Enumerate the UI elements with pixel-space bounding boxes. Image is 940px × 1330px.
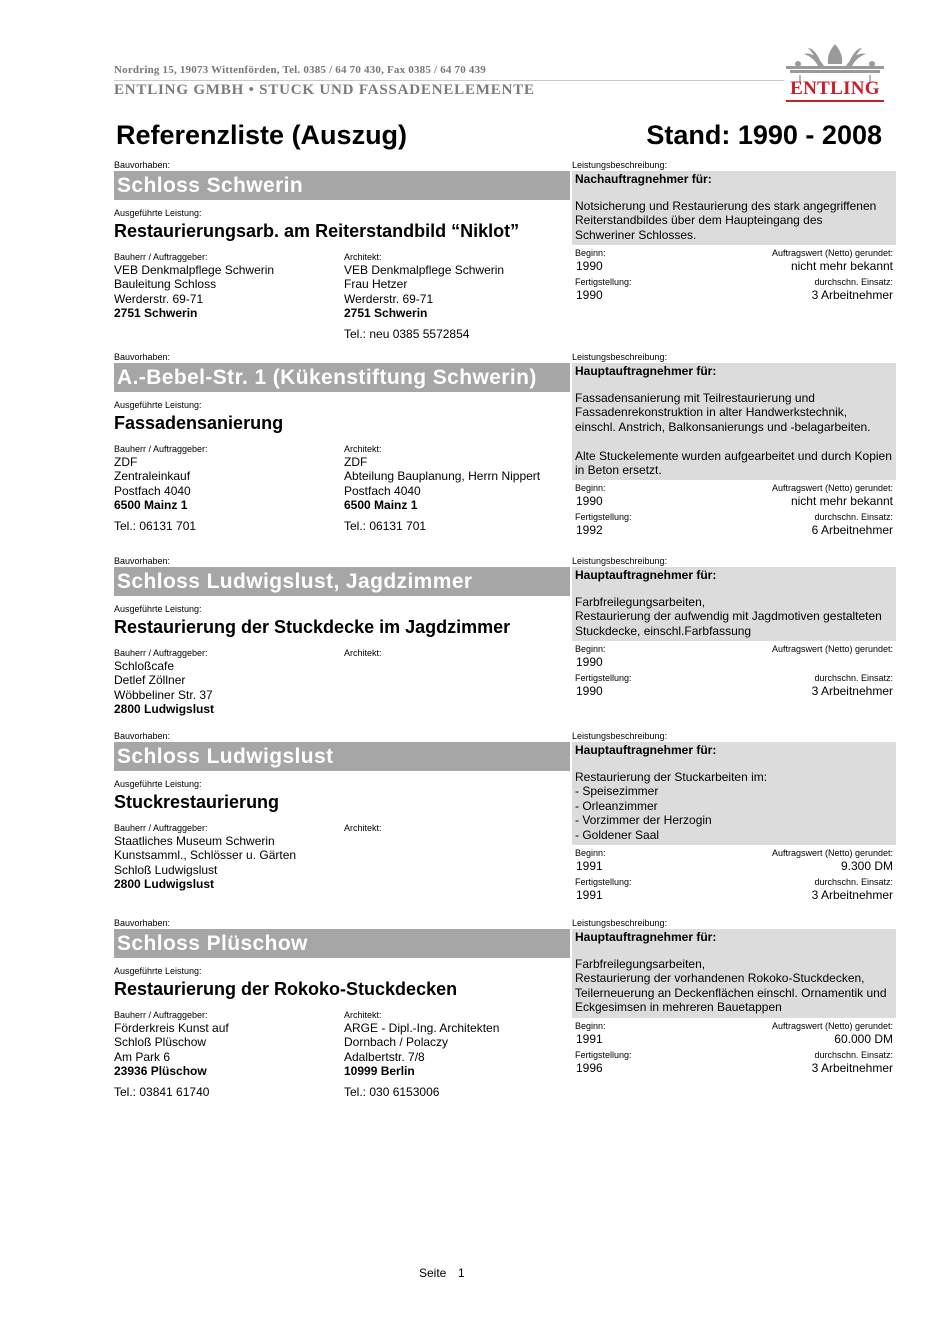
page-label: Seite xyxy=(419,1266,447,1280)
workers-label: durchschn. Einsatz: xyxy=(814,277,893,288)
workers-label: durchschn. Einsatz: xyxy=(814,673,893,684)
entling-logo xyxy=(780,42,890,104)
architect-line: Dornbach / Polaczy xyxy=(344,1035,449,1050)
description-text xyxy=(575,391,893,477)
client-line: Schloß Plüschow xyxy=(114,1035,207,1050)
description-line: - Goldener Saal xyxy=(575,827,660,842)
entry-description-column xyxy=(572,160,896,303)
client-address xyxy=(114,252,342,327)
begin-label: Beginn: xyxy=(575,644,606,655)
begin-labels xyxy=(572,245,896,259)
client-line: Schloß Ludwigslust xyxy=(114,862,218,877)
description-line: Reiterstandbildes über dem Haupteingang des xyxy=(575,213,823,228)
letterhead xyxy=(114,64,894,98)
page-number: 1 xyxy=(458,1266,465,1280)
service-title: Fassadensanierung xyxy=(114,413,284,433)
order-value-label: Auftragswert (Netto) gerundet: xyxy=(771,1020,893,1031)
client-address xyxy=(114,444,342,533)
project-name: Schloss Ludwigslust, Jagdzimmer xyxy=(114,567,570,596)
leistungsbeschreibung-label: Leistungsbeschreibung: xyxy=(572,352,668,362)
description-line: Farbfreilegungsarbeiten, xyxy=(575,595,706,609)
description-line: Farbfreilegungsarbeiten, xyxy=(575,957,706,971)
bauvorhaben-label: Bauvorhaben: xyxy=(114,556,171,566)
architect-address xyxy=(344,1010,572,1099)
description-text xyxy=(575,770,893,842)
service-title: Restaurierung der Stuckdecke im Jagdzimmer xyxy=(114,617,511,637)
description-text xyxy=(575,595,893,638)
architect-label: Architekt: xyxy=(344,252,382,262)
completion-labels xyxy=(572,509,896,523)
client-label: Bauherr / Auftraggeber: xyxy=(114,252,208,262)
contractor-role: Hauptauftragnehmer für: xyxy=(575,930,717,944)
completion-labels xyxy=(572,1047,896,1061)
architect-label: Architekt: xyxy=(344,444,382,454)
client-line: Wöbbeliner Str. 37 xyxy=(114,687,213,702)
completion-values xyxy=(572,288,896,303)
begin-label: Beginn: xyxy=(575,1020,606,1031)
order-value: nicht mehr bekannt xyxy=(790,259,893,274)
contractor-role: Hauptauftragnehmer für: xyxy=(575,568,717,582)
client-line: Bauleitung Schloss xyxy=(114,277,217,292)
begin-year: 1990 xyxy=(576,655,603,670)
leistungsbeschreibung-label: Leistungsbeschreibung: xyxy=(572,556,668,566)
client-city: 6500 Mainz 1 xyxy=(114,498,188,513)
begin-year: 1990 xyxy=(576,259,603,274)
client-line: Postfach 4040 xyxy=(114,483,191,498)
workers-count: 3 Arbeitnehmer xyxy=(811,1060,893,1075)
begin-label: Beginn: xyxy=(575,483,606,494)
architect-address xyxy=(344,648,572,665)
begin-label: Beginn: xyxy=(575,848,606,859)
workers-count: 3 Arbeitnehmer xyxy=(811,684,893,699)
completion-labels xyxy=(572,670,896,684)
entry-description-column xyxy=(572,352,896,538)
workers-label: durchschn. Einsatz: xyxy=(814,1049,893,1060)
architect-address xyxy=(344,444,572,533)
client-address xyxy=(114,823,342,898)
entry-project-column xyxy=(114,731,570,892)
order-value: nicht mehr bekannt xyxy=(790,494,893,509)
description-box xyxy=(572,929,896,1018)
entry-project-column xyxy=(114,556,570,717)
page-title: Referenzliste (Auszug) xyxy=(116,120,408,150)
architect-city: 2751 Schwerin xyxy=(344,306,428,321)
project-name: Schloss Schwerin xyxy=(114,171,570,200)
completion-label: Fertigstellung: xyxy=(575,512,632,523)
client-phone: Tel.: 06131 701 xyxy=(114,518,197,533)
architect-phone: Tel.: 030 6153006 xyxy=(344,1084,440,1099)
client-line: Zentraleinkauf xyxy=(114,469,191,484)
description-line: - Speisezimmer xyxy=(575,784,659,799)
description-line xyxy=(575,434,893,448)
description-box xyxy=(572,363,896,480)
completion-year: 1991 xyxy=(576,888,603,903)
client-label: Bauherr / Auftraggeber: xyxy=(114,444,208,454)
service-title: Restaurierungsarb. am Reiterstandbild “Niklot” xyxy=(114,221,520,241)
client-city: 2751 Schwerin xyxy=(114,306,198,321)
begin-year: 1991 xyxy=(576,1031,603,1046)
description-box xyxy=(572,171,896,245)
architect-label: Architekt: xyxy=(344,823,382,833)
completion-label: Fertigstellung: xyxy=(575,1049,632,1060)
logo-text: ENTLING xyxy=(790,78,880,99)
description-line: Schweriner Schlosses. xyxy=(575,227,697,242)
architect-line: Abteilung Bauplanung, Herrn Nippert xyxy=(344,469,541,484)
bauvorhaben-label: Bauvorhaben: xyxy=(114,160,171,170)
client-line: Staatliches Museum Schwerin xyxy=(114,834,275,848)
begin-year: 1991 xyxy=(576,859,603,874)
architect-line: VEB Denkmalpflege Schwerin xyxy=(344,263,505,277)
service-label: Ausgeführte Leistung: xyxy=(114,208,202,218)
begin-values xyxy=(572,859,896,874)
description-line: Restaurierung der aufwendig mit Jagdmotiven gestalteten xyxy=(575,609,882,624)
description-line: Eckgesimsen in mehreren Bauetappen xyxy=(575,1000,782,1015)
description-line: Stuckdecke, einschl.Farbfassung xyxy=(575,623,752,638)
client-address xyxy=(114,648,342,723)
client-line: Am Park 6 xyxy=(114,1049,171,1064)
page-date-range: Stand: 1990 - 2008 xyxy=(646,120,882,150)
service-label: Ausgeführte Leistung: xyxy=(114,400,202,410)
client-line: Förderkreis Kunst auf xyxy=(114,1021,229,1035)
completion-labels xyxy=(572,274,896,288)
architect-label: Architekt: xyxy=(344,1010,382,1020)
entry-project-column xyxy=(114,160,570,341)
begin-values xyxy=(572,1032,896,1047)
client-label: Bauherr / Auftraggeber: xyxy=(114,648,208,658)
service-title: Stuckrestaurierung xyxy=(114,792,280,812)
architect-line: Adalbertstr. 7/8 xyxy=(344,1049,425,1064)
contractor-role: Hauptauftragnehmer für: xyxy=(575,364,717,378)
client-address xyxy=(114,1010,342,1099)
leistungsbeschreibung-label: Leistungsbeschreibung: xyxy=(572,731,668,741)
bauvorhaben-label: Bauvorhaben: xyxy=(114,918,171,928)
architect-line: Werderstr. 69-71 xyxy=(344,291,434,306)
service-label: Ausgeführte Leistung: xyxy=(114,779,202,789)
completion-values xyxy=(572,888,896,903)
entry-description-column xyxy=(572,556,896,699)
workers-count: 3 Arbeitnehmer xyxy=(811,888,893,903)
begin-label: Beginn: xyxy=(575,248,606,259)
begin-labels xyxy=(572,1018,896,1032)
description-line: Teilerneuerung an Deckenflächen einschl. Ornamentik und xyxy=(575,985,887,1000)
client-label: Bauherr / Auftraggeber: xyxy=(114,1010,208,1020)
completion-labels xyxy=(572,874,896,888)
letterhead-divider xyxy=(114,80,784,81)
entry-description-column xyxy=(572,918,896,1076)
company-name: ENTLING GMBH • STUCK UND FASSADENELEMENTE xyxy=(114,82,535,98)
architect-phone: Tel.: neu 0385 5572854 xyxy=(344,326,470,341)
architect-line: ZDF xyxy=(344,455,368,469)
leistungsbeschreibung-label: Leistungsbeschreibung: xyxy=(572,918,668,928)
description-line: Restaurierung der vorhandenen Rokoko-Stuckdecken, xyxy=(575,971,865,986)
logo-underline xyxy=(786,100,884,102)
begin-labels xyxy=(572,480,896,494)
logo-ornament-icon xyxy=(780,42,890,82)
architect-city: 6500 Mainz 1 xyxy=(344,498,418,513)
description-line: Fassadenrekonstruktion in alter Handwerkstechnik, xyxy=(575,405,848,420)
client-line: VEB Denkmalpflege Schwerin xyxy=(114,263,275,277)
begin-labels xyxy=(572,845,896,859)
contractor-role: Nachauftragnehmer für: xyxy=(575,172,712,186)
entry-project-column xyxy=(114,352,570,533)
begin-values xyxy=(572,259,896,274)
description-line: einschl. Anstrich, Balkonsanierungs und -belagarbeiten. xyxy=(575,419,871,434)
completion-values xyxy=(572,1061,896,1076)
client-line: Schloßcafe xyxy=(114,659,175,673)
completion-label: Fertigstellung: xyxy=(575,673,632,684)
completion-values xyxy=(572,684,896,699)
description-box xyxy=(572,742,896,845)
order-value-label: Auftragswert (Netto) gerundet: xyxy=(771,483,893,494)
description-line: in Beton ersetzt. xyxy=(575,463,662,478)
bauvorhaben-label: Bauvorhaben: xyxy=(114,731,171,741)
client-label: Bauherr / Auftraggeber: xyxy=(114,823,208,833)
project-name: A.-Bebel-Str. 1 (Kükenstiftung Schwerin) xyxy=(114,363,570,392)
client-city: 2800 Ludwigslust xyxy=(114,877,215,892)
project-name: Schloss Plüschow xyxy=(114,929,570,958)
entry-project-column xyxy=(114,918,570,1099)
service-label: Ausgeführte Leistung: xyxy=(114,604,202,614)
architect-line: Postfach 4040 xyxy=(344,483,421,498)
client-city: 2800 Ludwigslust xyxy=(114,702,215,717)
service-title: Restaurierung der Rokoko-Stuckdecken xyxy=(114,979,458,999)
completion-values xyxy=(572,523,896,538)
description-line: Fassadensanierung mit Teilrestaurierung und xyxy=(575,391,815,405)
contractor-role: Hauptauftragnehmer für: xyxy=(575,743,717,757)
project-name: Schloss Ludwigslust xyxy=(114,742,570,771)
order-value-label: Auftragswert (Netto) gerundet: xyxy=(771,848,893,859)
begin-year: 1990 xyxy=(576,494,603,509)
description-text xyxy=(575,199,893,242)
company-address: Nordring 15, 19073 Wittenförden, Tel. 0385 / 64 70 430, Fax 0385 / 64 70 439 xyxy=(114,64,486,76)
client-line: Kunstsamml., Schlösser u. Gärten xyxy=(114,848,297,863)
description-line: Alte Stuckelemente wurden aufgearbeitet und durch Kopien xyxy=(575,448,892,463)
description-line: Notsicherung und Restaurierung des stark angegriffenen xyxy=(575,199,877,213)
order-value: 9.300 DM xyxy=(840,859,893,874)
architect-city: 10999 Berlin xyxy=(344,1064,415,1079)
architect-address xyxy=(344,823,572,840)
client-line: ZDF xyxy=(114,455,138,469)
description-text xyxy=(575,957,893,1015)
workers-count: 3 Arbeitnehmer xyxy=(811,288,893,303)
client-phone: Tel.: 03841 61740 xyxy=(114,1084,210,1099)
architect-line: Frau Hetzer xyxy=(344,277,408,292)
order-value: 60.000 DM xyxy=(834,1031,893,1046)
service-label: Ausgeführte Leistung: xyxy=(114,966,202,976)
begin-values xyxy=(572,655,896,670)
client-line: Werderstr. 69-71 xyxy=(114,291,204,306)
completion-year: 1992 xyxy=(576,523,603,538)
client-line: Detlef Zöllner xyxy=(114,673,186,688)
entry-description-column xyxy=(572,731,896,903)
description-box xyxy=(572,567,896,641)
completion-year: 1990 xyxy=(576,684,603,699)
workers-count: 6 Arbeitnehmer xyxy=(811,523,893,538)
workers-label: durchschn. Einsatz: xyxy=(814,512,893,523)
leistungsbeschreibung-label: Leistungsbeschreibung: xyxy=(572,160,668,170)
order-value-label: Auftragswert (Netto) gerundet: xyxy=(771,248,893,259)
architect-label: Architekt: xyxy=(344,648,382,658)
architect-phone: Tel.: 06131 701 xyxy=(344,518,427,533)
description-line: - Orleanzimmer xyxy=(575,798,658,813)
description-line: - Vorzimmer der Herzogin xyxy=(575,813,712,828)
completion-year: 1996 xyxy=(576,1060,603,1075)
client-city: 23936 Plüschow xyxy=(114,1064,207,1079)
description-line: Restaurierung der Stuckarbeiten im: xyxy=(575,770,768,784)
begin-values xyxy=(572,494,896,509)
workers-label: durchschn. Einsatz: xyxy=(814,877,893,888)
begin-labels xyxy=(572,641,896,655)
completion-label: Fertigstellung: xyxy=(575,877,632,888)
architect-address xyxy=(344,252,572,341)
architect-line: ARGE - Dipl.-Ing. Architekten xyxy=(344,1021,500,1035)
order-value-label: Auftragswert (Netto) gerundet: xyxy=(771,644,893,655)
completion-label: Fertigstellung: xyxy=(575,277,632,288)
bauvorhaben-label: Bauvorhaben: xyxy=(114,352,171,362)
completion-year: 1990 xyxy=(576,288,603,303)
